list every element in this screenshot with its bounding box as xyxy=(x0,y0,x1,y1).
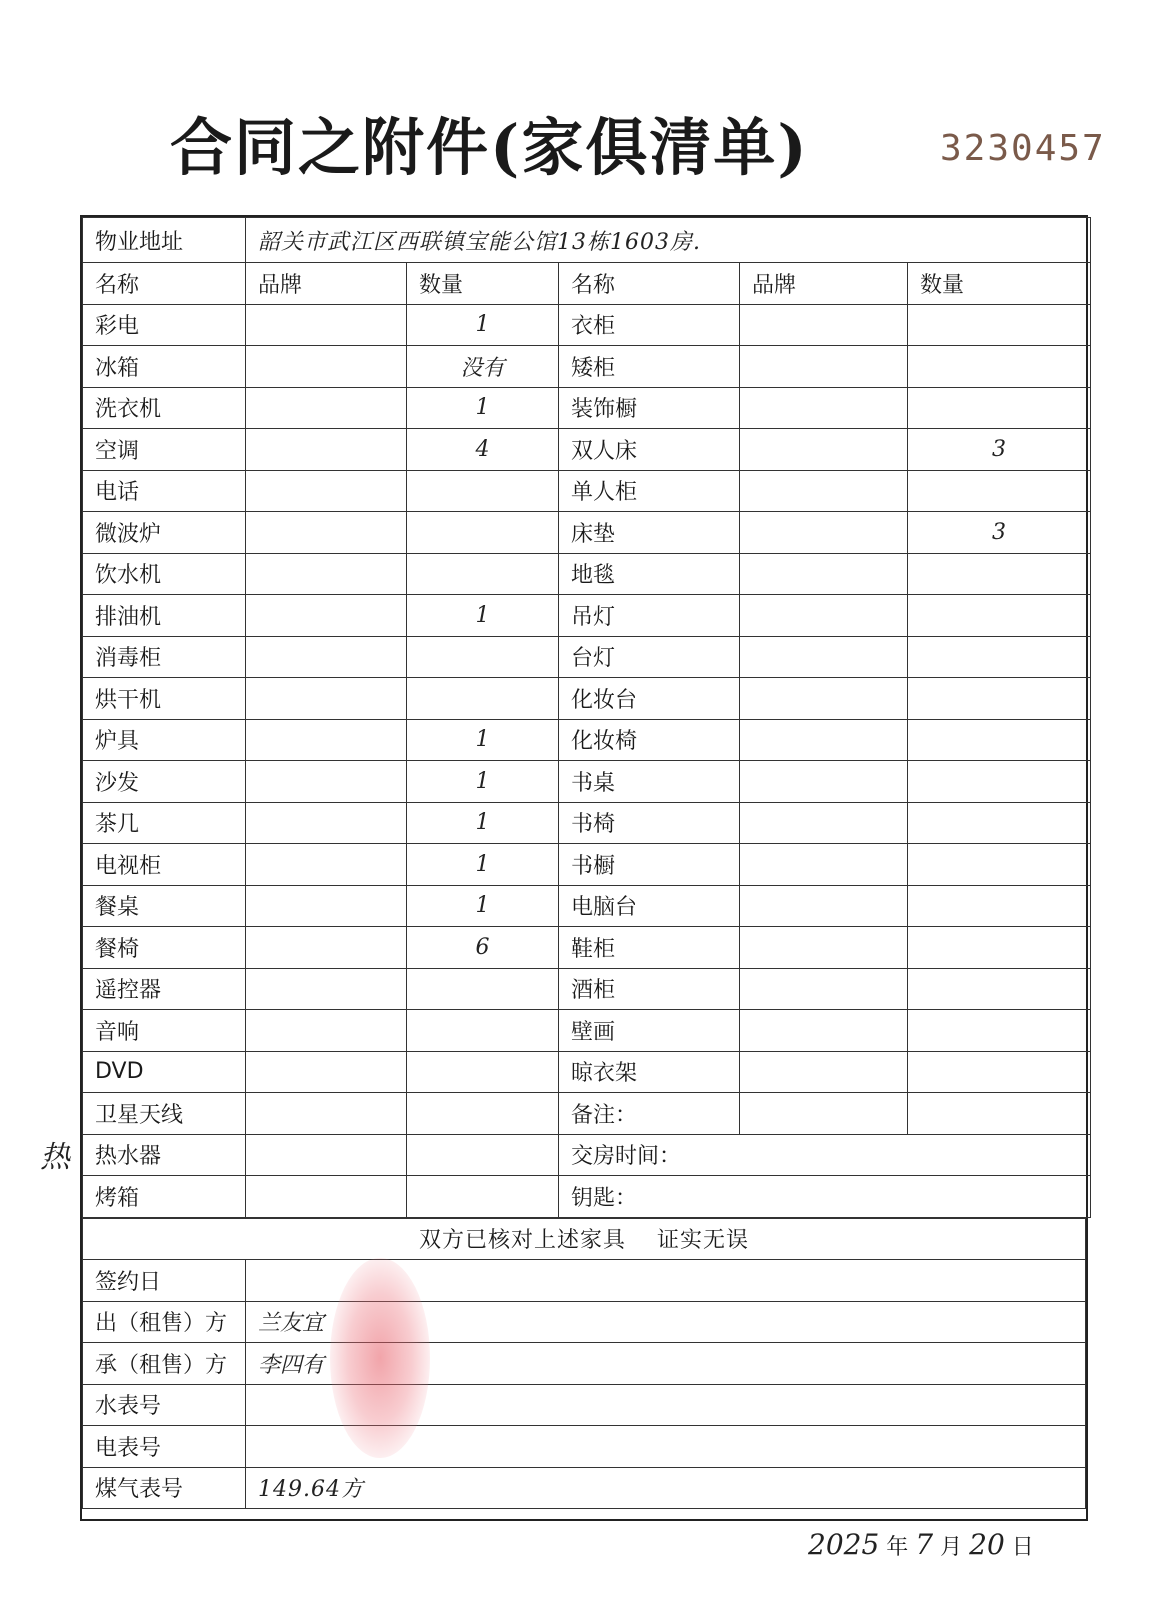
item-name: 鞋柜 xyxy=(559,927,740,969)
electric-meter-row xyxy=(83,1426,1086,1468)
item-name: 烘干机 xyxy=(83,678,246,720)
date-year-unit: 年 xyxy=(886,1535,909,1560)
item-qty xyxy=(908,595,1091,637)
extra-right-label: 交房时间： xyxy=(559,1134,1091,1176)
item-qty: 6 xyxy=(407,927,559,969)
item-name: 炉具 xyxy=(83,719,246,761)
gas-meter-value: 149.64方 xyxy=(246,1467,1086,1509)
item-qty: 1 xyxy=(407,885,559,927)
extra-left-qty xyxy=(407,1176,559,1218)
item-qty xyxy=(908,761,1091,803)
item-name: 冰箱 xyxy=(83,346,246,388)
signing-table xyxy=(82,1218,1086,1510)
item-name: 单人柜 xyxy=(559,470,740,512)
item-brand xyxy=(740,802,908,844)
item-name: 壁画 xyxy=(559,1010,740,1052)
item-brand xyxy=(740,678,908,720)
item-brand xyxy=(740,761,908,803)
item-brand xyxy=(740,844,908,886)
lessee-row xyxy=(83,1343,1086,1385)
item-brand xyxy=(246,1010,407,1052)
extra-right-label: 钥匙： xyxy=(559,1176,1091,1218)
sign-date-value xyxy=(246,1260,1086,1302)
margin-note: 热 xyxy=(40,1140,70,1175)
item-name: 沙发 xyxy=(83,761,246,803)
item-brand xyxy=(740,636,908,678)
header-left-qty: 数量 xyxy=(407,263,559,305)
furniture-row xyxy=(83,802,1091,844)
date-day-unit: 日 xyxy=(1011,1535,1034,1560)
item-name: 晾衣架 xyxy=(559,1051,740,1093)
item-name: 餐桌 xyxy=(83,885,246,927)
item-brand xyxy=(246,387,407,429)
item-qty xyxy=(908,636,1091,678)
item-brand xyxy=(740,885,908,927)
item-brand xyxy=(246,678,407,720)
furniture-form xyxy=(80,215,1088,1521)
water-meter-value xyxy=(246,1384,1086,1426)
lessor-signature: 兰友宜 xyxy=(246,1301,1086,1343)
item-name: 地毯 xyxy=(559,553,740,595)
item-name: 矮柜 xyxy=(559,346,740,388)
item-name: 双人床 xyxy=(559,429,740,471)
document-date xyxy=(808,1528,1034,1561)
item-qty xyxy=(407,512,559,554)
item-qty xyxy=(908,1051,1091,1093)
item-brand xyxy=(740,1051,908,1093)
item-qty xyxy=(908,802,1091,844)
item-brand xyxy=(740,1010,908,1052)
item-name: 电视柜 xyxy=(83,844,246,886)
furniture-row xyxy=(83,470,1091,512)
item-qty: 1 xyxy=(407,761,559,803)
item-qty xyxy=(908,885,1091,927)
item-qty: 1 xyxy=(407,719,559,761)
header-right-brand: 品牌 xyxy=(740,263,908,305)
item-brand xyxy=(246,304,407,346)
item-name: 茶几 xyxy=(83,802,246,844)
item-name: 音响 xyxy=(83,1010,246,1052)
item-qty: 3 xyxy=(908,429,1091,471)
item-qty xyxy=(407,1010,559,1052)
furniture-row xyxy=(83,512,1091,554)
furniture-row xyxy=(83,1093,1091,1135)
item-qty: 1 xyxy=(407,304,559,346)
item-qty: 没有 xyxy=(407,346,559,388)
item-name: 酒柜 xyxy=(559,968,740,1010)
item-brand xyxy=(246,512,407,554)
sign-date-label: 签约日 xyxy=(83,1260,246,1302)
header-row xyxy=(83,263,1091,305)
confirm-row xyxy=(83,1218,1086,1260)
item-qty xyxy=(908,968,1091,1010)
item-name: 彩电 xyxy=(83,304,246,346)
date-year: 2025 xyxy=(808,1528,880,1561)
furniture-row xyxy=(83,595,1091,637)
furniture-row xyxy=(83,304,1091,346)
header-left-name: 名称 xyxy=(83,263,246,305)
item-name: 电话 xyxy=(83,470,246,512)
item-qty xyxy=(407,553,559,595)
item-name: 饮水机 xyxy=(83,553,246,595)
item-name: 遥控器 xyxy=(83,968,246,1010)
item-brand xyxy=(246,761,407,803)
item-name: 吊灯 xyxy=(559,595,740,637)
item-name: 书桌 xyxy=(559,761,740,803)
furniture-table xyxy=(82,217,1091,1218)
item-brand xyxy=(740,429,908,471)
gas-meter-label: 煤气表号 xyxy=(83,1467,246,1509)
item-qty xyxy=(407,636,559,678)
lessor-row xyxy=(83,1301,1086,1343)
item-name: 书椅 xyxy=(559,802,740,844)
item-brand xyxy=(246,1093,407,1135)
date-month-unit: 月 xyxy=(940,1535,963,1560)
item-brand xyxy=(246,636,407,678)
item-brand xyxy=(246,844,407,886)
item-brand xyxy=(246,1051,407,1093)
sign-date-row xyxy=(83,1260,1086,1302)
item-qty xyxy=(908,927,1091,969)
date-day: 20 xyxy=(969,1528,1005,1561)
item-name: DVD xyxy=(83,1051,246,1093)
furniture-row xyxy=(83,1051,1091,1093)
item-brand xyxy=(740,553,908,595)
item-brand xyxy=(246,429,407,471)
furniture-row xyxy=(83,927,1091,969)
serial-number: 3230457 xyxy=(940,128,1106,169)
lessor-label: 出（租售）方 xyxy=(83,1301,246,1343)
furniture-row xyxy=(83,553,1091,595)
item-brand xyxy=(246,719,407,761)
item-name: 餐椅 xyxy=(83,927,246,969)
extra-left-label: 烤箱 xyxy=(83,1176,246,1218)
item-name: 备注： xyxy=(559,1093,740,1135)
lessee-signature: 李四有 xyxy=(246,1343,1086,1385)
header-left-brand: 品牌 xyxy=(246,263,407,305)
extra-left-brand xyxy=(246,1176,407,1218)
furniture-row xyxy=(83,1010,1091,1052)
item-qty xyxy=(908,719,1091,761)
item-name: 电脑台 xyxy=(559,885,740,927)
item-brand xyxy=(246,346,407,388)
item-name: 微波炉 xyxy=(83,512,246,554)
furniture-row xyxy=(83,885,1091,927)
header-right-name: 名称 xyxy=(559,263,740,305)
item-qty xyxy=(908,1010,1091,1052)
address-value: 韶关市武江区西联镇宝能公馆13栋1603房. xyxy=(246,218,1091,263)
item-name: 空调 xyxy=(83,429,246,471)
item-brand xyxy=(740,304,908,346)
item-qty xyxy=(407,1051,559,1093)
item-name: 床垫 xyxy=(559,512,740,554)
date-month: 7 xyxy=(915,1528,934,1561)
water-meter-label: 水表号 xyxy=(83,1384,246,1426)
item-qty xyxy=(407,678,559,720)
item-qty xyxy=(908,553,1091,595)
furniture-row xyxy=(83,761,1091,803)
item-brand xyxy=(246,470,407,512)
item-name: 卫星天线 xyxy=(83,1093,246,1135)
furniture-row xyxy=(83,387,1091,429)
furniture-row xyxy=(83,719,1091,761)
electric-meter-value xyxy=(246,1426,1086,1468)
item-brand xyxy=(740,719,908,761)
item-qty xyxy=(908,304,1091,346)
furniture-row xyxy=(83,968,1091,1010)
item-qty: 4 xyxy=(407,429,559,471)
furniture-row xyxy=(83,346,1091,388)
item-qty xyxy=(407,1093,559,1135)
header-right-qty: 数量 xyxy=(908,263,1091,305)
item-name: 衣柜 xyxy=(559,304,740,346)
item-brand xyxy=(246,553,407,595)
item-qty xyxy=(908,387,1091,429)
item-brand xyxy=(740,346,908,388)
gas-meter-row xyxy=(83,1467,1086,1509)
address-row xyxy=(83,218,1091,263)
item-brand xyxy=(740,595,908,637)
item-brand xyxy=(740,927,908,969)
furniture-row xyxy=(83,678,1091,720)
item-qty xyxy=(908,844,1091,886)
item-name: 化妆椅 xyxy=(559,719,740,761)
water-meter-row xyxy=(83,1384,1086,1426)
extra-row-water-heater xyxy=(83,1134,1091,1176)
item-brand xyxy=(740,512,908,554)
item-qty xyxy=(407,968,559,1010)
extra-left-brand xyxy=(246,1134,407,1176)
item-name: 排油机 xyxy=(83,595,246,637)
furniture-row xyxy=(83,844,1091,886)
item-qty xyxy=(407,470,559,512)
item-brand xyxy=(246,968,407,1010)
item-qty: 3 xyxy=(908,512,1091,554)
extra-left-qty xyxy=(407,1134,559,1176)
item-name: 书橱 xyxy=(559,844,740,886)
item-qty: 1 xyxy=(407,844,559,886)
item-brand xyxy=(740,387,908,429)
item-qty: 1 xyxy=(407,595,559,637)
item-name: 洗衣机 xyxy=(83,387,246,429)
extra-left-label: 热水器 xyxy=(83,1134,246,1176)
item-brand xyxy=(246,595,407,637)
item-qty xyxy=(908,346,1091,388)
item-qty xyxy=(908,1093,1091,1135)
item-qty xyxy=(908,470,1091,512)
lessee-label: 承（租售）方 xyxy=(83,1343,246,1385)
item-brand xyxy=(246,927,407,969)
item-brand xyxy=(246,802,407,844)
item-name: 消毒柜 xyxy=(83,636,246,678)
item-brand xyxy=(740,470,908,512)
address-label: 物业地址 xyxy=(83,218,246,263)
item-brand xyxy=(740,1093,908,1135)
item-brand xyxy=(246,885,407,927)
item-qty xyxy=(908,678,1091,720)
document-title: 合同之附件(家俱清单) xyxy=(170,111,809,184)
item-qty: 1 xyxy=(407,387,559,429)
electric-meter-label: 电表号 xyxy=(83,1426,246,1468)
item-brand xyxy=(740,968,908,1010)
item-name: 化妆台 xyxy=(559,678,740,720)
furniture-row xyxy=(83,636,1091,678)
item-name: 装饰橱 xyxy=(559,387,740,429)
confirm-text: 双方已核对上述家具 证实无误 xyxy=(83,1218,1086,1260)
furniture-row xyxy=(83,429,1091,471)
item-name: 台灯 xyxy=(559,636,740,678)
item-qty: 1 xyxy=(407,802,559,844)
extra-row-oven xyxy=(83,1176,1091,1218)
